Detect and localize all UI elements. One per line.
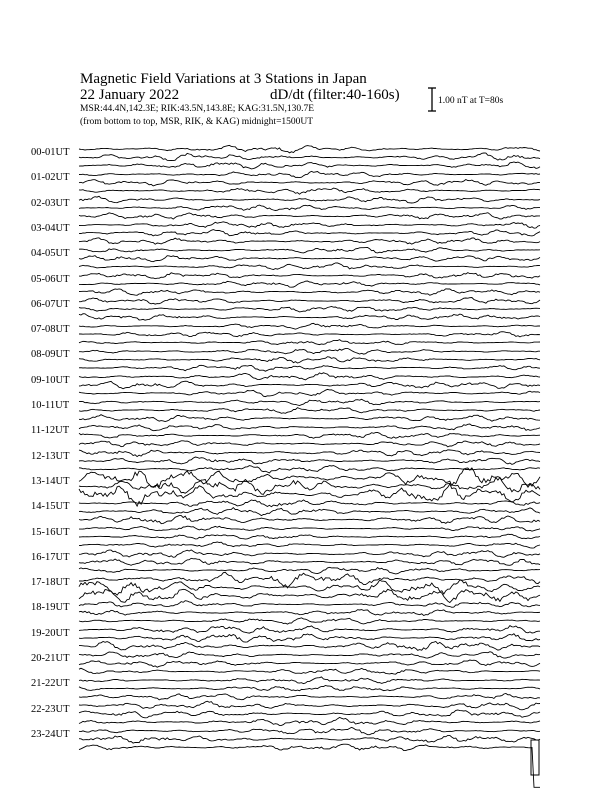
trace-msr-23-24ut [79, 744, 540, 787]
trace-rik-23-24ut [79, 735, 540, 743]
component-filter-label: dD/dt (filter:40-160s) [270, 87, 400, 103]
hour-label: 20-21UT [31, 653, 70, 664]
hour-label: 10-11UT [31, 400, 70, 411]
trace-rik-17-18ut [79, 580, 540, 595]
trace-msr-10-11ut [79, 415, 540, 422]
chart-date: 22 January 2022 [80, 87, 180, 103]
trace-kag-16-17ut [79, 550, 540, 557]
trace-rik-08-09ut [79, 357, 540, 363]
trace-msr-22-23ut [79, 717, 540, 725]
trace-kag-23-24ut [79, 727, 540, 734]
hour-label: 17-18UT [31, 577, 70, 589]
trace-rik-16-17ut [79, 558, 540, 565]
trace-msr-11-12ut [79, 441, 540, 447]
trace-msr-02-03ut [79, 213, 540, 219]
trace-rik-12-13ut [79, 457, 540, 464]
trace-rik-10-11ut [79, 408, 540, 414]
station-order-note: (from bottom to top, MSR, RIK, & KAG) midnight=1500UT [80, 117, 314, 127]
trace-kag-18-19ut [79, 601, 540, 608]
hour-label: 03-04UT [31, 222, 70, 234]
trace-kag-12-13ut [79, 450, 540, 457]
trace-rik-00-01ut [79, 153, 540, 161]
trace-kag-15-16ut [79, 526, 540, 531]
trace-msr-21-22ut [79, 694, 540, 700]
trace-kag-09-10ut [79, 373, 540, 380]
trace-rik-13-14ut [79, 478, 540, 495]
trace-msr-19-20ut [79, 642, 540, 651]
trace-rik-07-08ut [79, 332, 540, 337]
trace-kag-10-11ut [79, 399, 540, 405]
traces-group [79, 145, 540, 787]
trace-kag-11-12ut [79, 424, 540, 431]
trace-kag-00-01ut [79, 145, 540, 152]
hour-label: 09-10UT [31, 374, 70, 386]
trace-msr-01-02ut [79, 188, 540, 194]
hour-label: 08-09UT [31, 349, 70, 361]
trace-kag-22-23ut [79, 701, 540, 710]
trace-kag-01-02ut [79, 171, 540, 177]
hour-label: 11-12UT [31, 425, 70, 437]
hour-label: 14-15UT [31, 501, 70, 513]
trace-msr-03-04ut [79, 238, 540, 244]
trace-kag-04-05ut [79, 248, 540, 253]
trace-msr-08-09ut [79, 365, 540, 371]
hour-label: 22-23UT [31, 703, 70, 715]
trace-rik-09-10ut [79, 381, 540, 389]
trace-kag-08-09ut [79, 348, 540, 354]
hour-label: 16-17UT [31, 551, 70, 563]
trace-msr-00-01ut [79, 162, 540, 169]
trace-kag-21-22ut [79, 677, 540, 684]
trace-rik-22-23ut [79, 710, 540, 718]
trace-msr-14-15ut [79, 516, 540, 524]
trace-kag-07-08ut [79, 323, 540, 329]
hour-label: 13-14UT [31, 475, 70, 487]
trace-kag-13-14ut [79, 468, 540, 487]
hour-label: 21-22UT [31, 678, 70, 690]
trace-rik-19-20ut [79, 634, 540, 642]
trace-msr-17-18ut [79, 589, 540, 602]
hour-label: 12-13UT [31, 450, 70, 462]
hour-label: 00-01UT [31, 147, 70, 158]
trace-msr-09-10ut [79, 389, 540, 396]
trace-rik-03-04ut [79, 230, 540, 236]
trace-rik-02-03ut [79, 205, 540, 210]
trace-msr-20-21ut [79, 668, 540, 674]
trace-rik-15-16ut [79, 534, 540, 539]
trace-msr-18-19ut [79, 618, 540, 624]
hour-label: 06-07UT [31, 298, 70, 310]
trace-rik-18-19ut [79, 610, 540, 616]
scale-bar-label: 1.00 nT at T=80s [438, 96, 504, 106]
trace-rik-05-06ut [79, 281, 540, 287]
trace-kag-05-06ut [79, 273, 540, 279]
trace-msr-04-05ut [79, 263, 540, 270]
hour-label: 04-05UT [31, 248, 70, 260]
hour-label: 19-20UT [31, 627, 70, 639]
trace-kag-03-04ut [79, 222, 540, 228]
trace-msr-07-08ut [79, 340, 540, 345]
hour-label: 02-03UT [31, 197, 70, 209]
trace-kag-14-15ut [79, 500, 540, 507]
hour-label: 18-19UT [31, 602, 70, 614]
trace-rik-06-07ut [79, 307, 540, 312]
hour-label: 05-06UT [31, 273, 70, 285]
trace-rik-14-15ut [79, 508, 540, 516]
trace-rik-04-05ut [79, 256, 540, 262]
trace-kag-20-21ut [79, 652, 540, 658]
trace-rik-01-02ut [79, 180, 540, 186]
chart-title: Magnetic Field Variations at 3 Stations in Japan [80, 71, 367, 87]
scale-bar [428, 88, 436, 111]
trace-rik-21-22ut [79, 686, 540, 691]
trace-kag-02-03ut [79, 196, 540, 203]
hour-label: 15-16UT [31, 526, 70, 538]
hour-label: 07-08UT [31, 324, 70, 336]
station-coordinates: MSR:44.4N,142.3E; RIK:43.5N,143.8E; KAG:31.5N,130.7E [80, 104, 315, 114]
trace-kag-06-07ut [79, 298, 540, 305]
trace-msr-06-07ut [79, 314, 540, 321]
hour-label: 23-24UT [31, 728, 70, 740]
trace-rik-11-12ut [79, 432, 540, 438]
trace-rik-20-21ut [79, 660, 540, 667]
trace-kag-19-20ut [79, 626, 540, 634]
trace-msr-16-17ut [79, 567, 540, 574]
trace-msr-15-16ut [79, 542, 540, 548]
trace-msr-05-06ut [79, 289, 540, 296]
hour-label: 01-02UT [31, 172, 70, 184]
